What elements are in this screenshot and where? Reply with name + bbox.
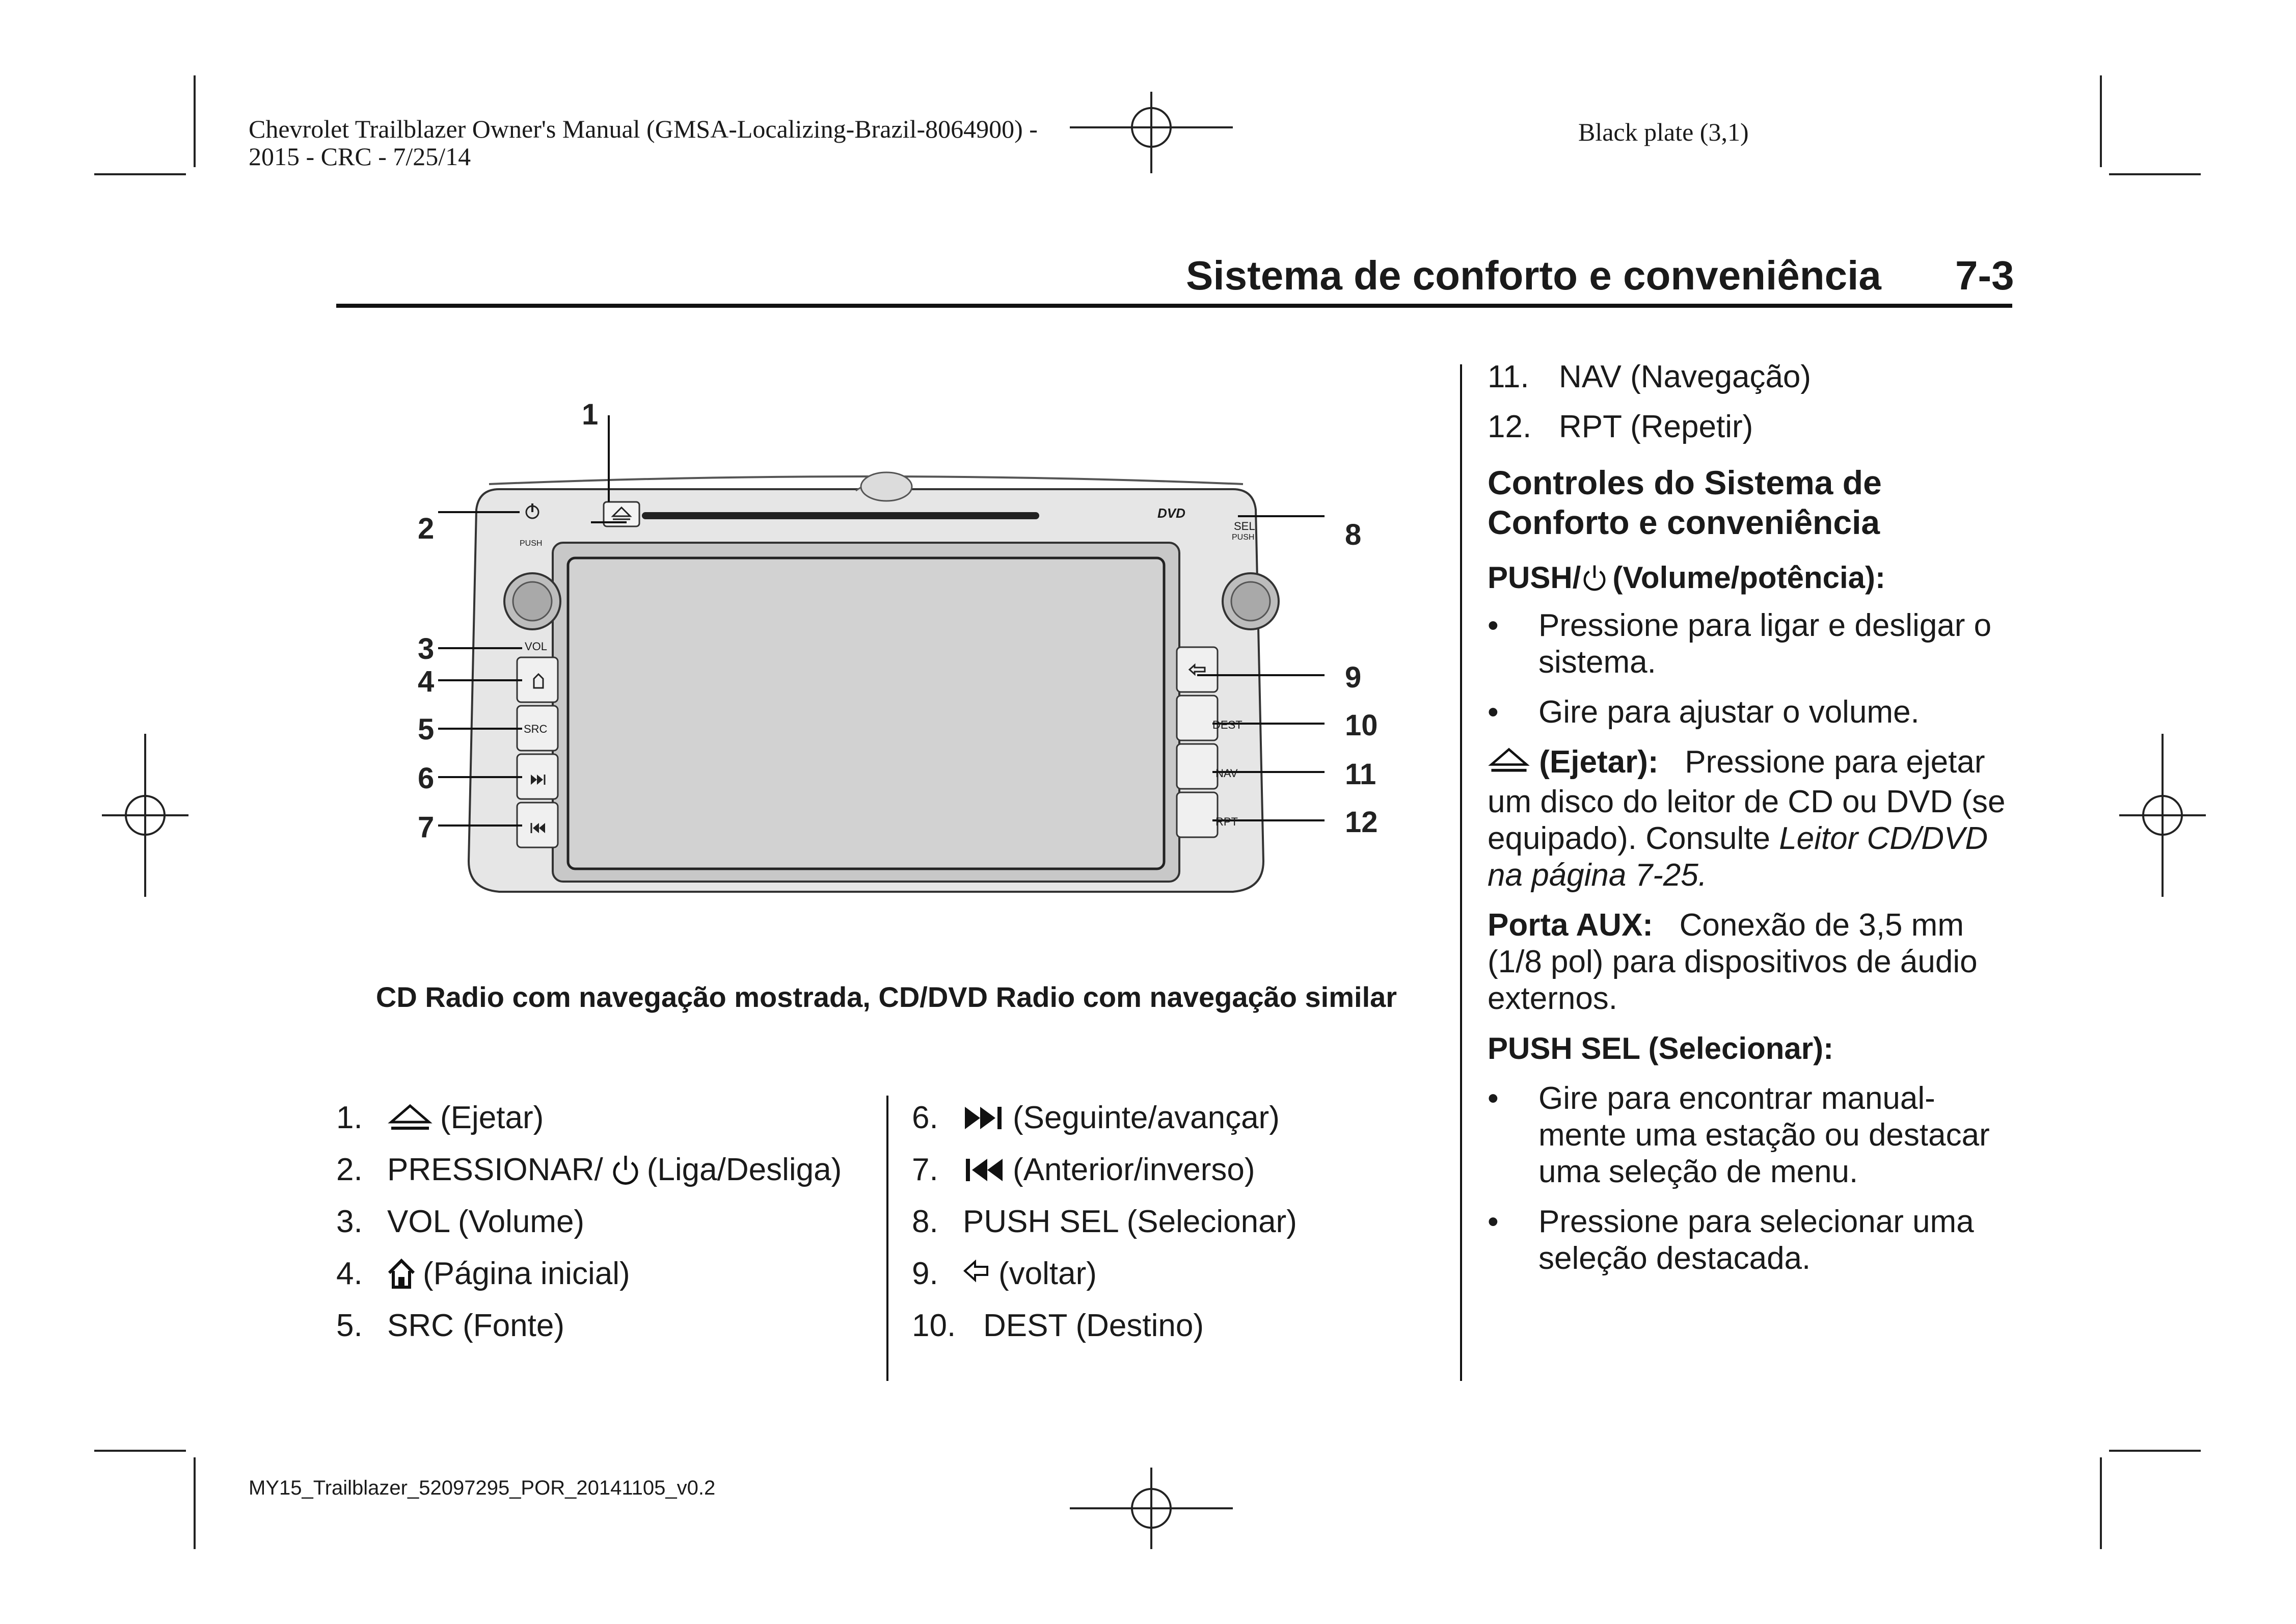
push-bullet-1 [1488, 607, 2017, 681]
figure-caption: CD Radio com navegação mostrada, CD/DVD Radio com navegação similar [375, 981, 1397, 1013]
right-column [1488, 357, 2017, 1277]
print-header-line2: 2015 - CRC - 7/25/14 [249, 142, 471, 171]
home-icon [387, 1258, 416, 1290]
column-divider [1460, 364, 1462, 1381]
panel-label-push: PUSH [520, 539, 543, 548]
panel-label-sel: SEL [1234, 520, 1255, 533]
panel-label-vol: VOL [525, 640, 548, 653]
legend-num: 10. [912, 1308, 956, 1343]
legend-num: 11. [1488, 359, 1529, 394]
legend-text: SRC (Fonte) [387, 1308, 564, 1343]
rpt-button [1177, 792, 1218, 837]
legend-item-5 [336, 1306, 842, 1346]
bullet-text: Gire para encontrar manual-mente uma estação ou destacar uma seleção de menu. [1538, 1081, 1990, 1189]
push-volume-title [1488, 560, 2017, 596]
legend-text-before: PRESSIONAR/ [387, 1152, 603, 1187]
legend-item-1 [336, 1098, 842, 1138]
push-title-a: PUSH/ [1488, 561, 1581, 595]
legend-item-9 [912, 1254, 1297, 1294]
callout-7: 7 [418, 811, 435, 844]
back-button [1177, 647, 1218, 692]
page-number: 7-3 [1955, 253, 2014, 298]
legend-num: 6. [912, 1100, 938, 1135]
legend-text: DEST (Destino) [983, 1308, 1204, 1343]
legend-text: (Seguinte/avançar) [1013, 1100, 1280, 1135]
panel-label-rpt: RPT [1215, 815, 1238, 828]
eject-paragraph [1488, 744, 2017, 894]
power-icon [611, 1154, 640, 1186]
legend-num: 8. [912, 1204, 938, 1239]
legend-num: 4. [336, 1256, 363, 1291]
legend-num: 1. [336, 1100, 363, 1135]
legend-text: (Anterior/inverso) [1013, 1152, 1255, 1187]
push-title-b: (Volume/potência): [1612, 561, 1885, 595]
bullet-text: Pressione para ligar e desligar o sistema. [1538, 608, 1992, 680]
crop-mark [94, 173, 186, 175]
legend-item-10 [912, 1306, 1297, 1346]
callout-5: 5 [418, 713, 435, 746]
legend-mid [912, 1098, 1297, 1346]
legend-num: 7. [912, 1152, 938, 1187]
legend-num: 3. [336, 1204, 363, 1239]
seek-next-icon [963, 1103, 1006, 1133]
legend-num: 9. [912, 1256, 938, 1291]
registration-mark-left [102, 734, 188, 897]
bullet-dot: • [1488, 1081, 1499, 1116]
crop-mark [2109, 173, 2201, 175]
panel-label-dvd: DVD [1157, 505, 1185, 521]
nav-button [1177, 744, 1218, 789]
crop-mark [194, 1457, 196, 1549]
legend-text: PUSH SEL (Selecionar) [963, 1204, 1297, 1239]
panel-label-sel-push: PUSH [1232, 533, 1255, 542]
eject-label: (Ejetar): [1539, 744, 1659, 780]
radio-faceplate-illustration [402, 387, 1330, 943]
legend-left [336, 1098, 842, 1346]
registration-mark-top [1070, 92, 1233, 173]
crop-mark [94, 1450, 186, 1452]
callout-3: 3 [418, 632, 435, 665]
push-bullet-2 [1488, 694, 2017, 731]
eject-icon [1488, 746, 1530, 784]
back-arrow-icon [963, 1260, 991, 1288]
callout-9: 9 [1345, 661, 1362, 694]
callout-6: 6 [418, 762, 435, 795]
legend-item-8 [912, 1202, 1297, 1242]
power-icon [1582, 564, 1607, 592]
callout-12: 12 [1345, 806, 1378, 839]
push-sel-title: PUSH SEL (Selecionar): [1488, 1031, 1834, 1066]
legend-item-4 [336, 1254, 842, 1294]
legend-item-12 [1488, 407, 2017, 447]
bullet-dot: • [1488, 608, 1499, 643]
legend-item-11 [1488, 357, 2017, 397]
footer-filename: MY15_Trailblazer_52097295_POR_20141105_v0.2 [249, 1477, 716, 1499]
panel-label-dest: DEST [1212, 718, 1242, 731]
legend-num: 12. [1488, 409, 1532, 444]
registration-mark-bottom [1070, 1468, 1233, 1549]
legend-item-7 [912, 1150, 1297, 1190]
seek-prev-icon [963, 1155, 1006, 1185]
bullet-text: Gire para ajustar o volume. [1538, 695, 1920, 730]
legend-text: NAV (Navegação) [1559, 359, 1812, 394]
legend-item-2 [336, 1150, 842, 1190]
aux-text: Conexão de 3,5 mm (1/8 pol) para dispositivos de áudio externos. [1488, 908, 1978, 1016]
display-screen [568, 558, 1164, 869]
aux-label: Porta AUX: [1488, 908, 1653, 943]
panel-label-src: SRC [524, 723, 548, 735]
registration-mark-right [2119, 734, 2206, 897]
plate-label: Black plate (3,1) [1578, 118, 1749, 146]
legend-text: RPT (Repetir) [1559, 409, 1753, 444]
crop-mark [2100, 75, 2102, 167]
legend-item-3 [336, 1202, 842, 1242]
crop-mark [2100, 1457, 2102, 1549]
crop-mark [194, 75, 196, 167]
home-button [517, 657, 558, 702]
eject-icon [387, 1103, 433, 1133]
callout-11: 11 [1345, 758, 1376, 791]
legend-text: (Liga/Desliga) [646, 1152, 842, 1187]
header-rule [336, 304, 2012, 308]
crop-mark [2109, 1450, 2201, 1452]
callout-8: 8 [1345, 518, 1362, 551]
eject-reference: Leitor CD/DVD na página 7-25. [1488, 821, 1988, 893]
callout-4: 4 [418, 665, 435, 698]
legend-num: 5. [336, 1308, 363, 1343]
dest-button [1177, 696, 1218, 740]
legend-num: 2. [336, 1152, 363, 1187]
callout-10: 10 [1345, 709, 1378, 742]
aux-paragraph [1488, 907, 2017, 1017]
callout-2: 2 [418, 512, 435, 545]
bullet-dot: • [1488, 1204, 1499, 1239]
legend-item-6 [912, 1098, 1297, 1138]
panel-label-nav: NAV [1215, 767, 1238, 780]
legend-text: VOL (Volume) [387, 1204, 585, 1239]
bullet-dot: • [1488, 695, 1499, 730]
column-divider [886, 1096, 888, 1381]
print-header-line1: Chevrolet Trailblazer Owner's Manual (GMSA-Localizing-Brazil-8064900) - [249, 115, 1038, 143]
callout-1: 1 [582, 398, 599, 431]
disc-slot [642, 512, 1039, 519]
legend-text: (voltar) [998, 1256, 1097, 1291]
section-title: Sistema de conforto e conveniência [1186, 253, 1881, 298]
sel-bullet-2 [1488, 1204, 2017, 1277]
controls-heading: Controles do Sistema de Conforto e conveniência [1488, 464, 1882, 541]
sel-bullet-1 [1488, 1080, 2017, 1190]
legend-text: (Ejetar) [440, 1100, 544, 1135]
legend-text: (Página inicial) [423, 1256, 630, 1291]
bullet-text: Pressione para selecionar uma seleção destacada. [1538, 1204, 1974, 1276]
eject-text: Pressione para ejetar um disco do leitor de CD ou DVD (se equipado). Consulte [1488, 744, 2006, 856]
